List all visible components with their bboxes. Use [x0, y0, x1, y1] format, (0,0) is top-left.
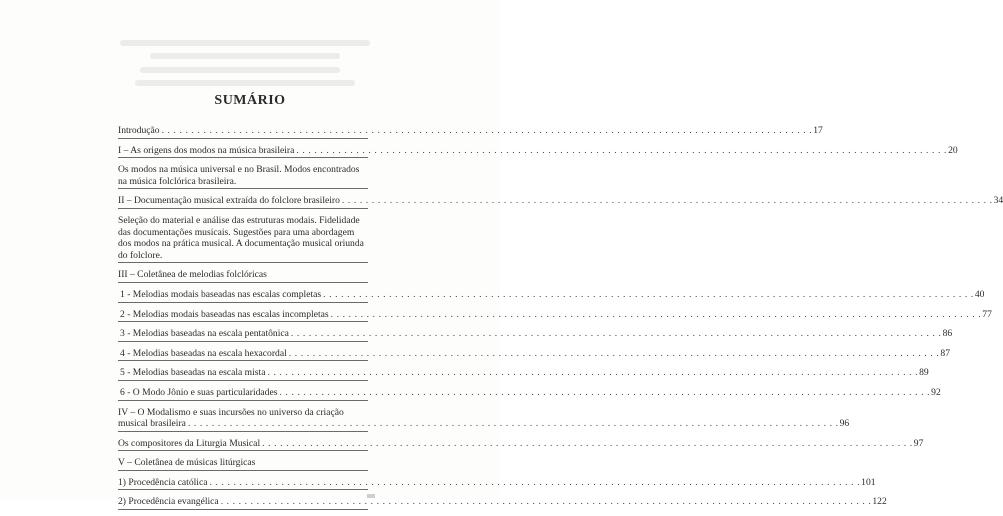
leader-dots — [210, 477, 861, 489]
toc-description-chapter-2 — [118, 215, 368, 263]
toc-entry-text-line1: IV – O Modalismo e suas incursões no universo da criação — [118, 406, 344, 418]
leader-dots — [188, 418, 839, 430]
toc-entry-3-4[interactable] — [118, 347, 951, 362]
toc-heading-text: V – Coletânea de músicas litúrgicas — [118, 457, 256, 469]
toc-entry-text: 2) Procedência evangélica — [118, 496, 219, 508]
toc-entry-page: 122 — [872, 496, 887, 508]
toc-entry-page: 96 — [839, 418, 850, 430]
page-title: SUMÁRIO — [214, 93, 286, 108]
page-corner-mark — [367, 494, 375, 498]
toc-entry-compositores[interactable] — [118, 437, 924, 452]
bleed-through-line — [120, 40, 370, 46]
leader-dots — [279, 387, 930, 399]
toc-entry-introducao[interactable] — [118, 125, 823, 139]
leader-dots — [342, 195, 993, 207]
toc-entry-page: 92 — [931, 386, 941, 398]
toc-entry-text: 1) Procedência católica — [118, 476, 208, 488]
toc-entry-page: 86 — [942, 328, 953, 340]
toc-description-text: Os modos na música universal e no Brasil. Modos encontrados na música folclórica brasileira. — [118, 164, 360, 187]
leader-dots — [262, 438, 913, 450]
toc-heading-text: III – Coletânea de melodias folclóricas — [118, 269, 267, 281]
leader-dots — [296, 145, 947, 157]
toc-entry-5-1[interactable] — [118, 476, 876, 491]
toc-entry-text: 1 - Melodias modais baseadas nas escalas completas — [120, 288, 322, 300]
leader-dots — [162, 125, 813, 137]
leader-dots — [289, 348, 940, 360]
toc-entry-text: 4 - Melodias baseadas na escala hexacordal — [120, 347, 287, 359]
toc-entry-page: 17 — [813, 125, 823, 136]
leader-dots — [291, 328, 942, 340]
toc-entry-3-6[interactable] — [118, 386, 941, 401]
toc-description-chapter-1 — [118, 164, 368, 189]
toc-entry-text: Os compositores da Liturgia Musical — [118, 437, 261, 449]
toc-entry-text: Introdução — [118, 125, 160, 136]
leader-dots — [331, 309, 982, 321]
toc-entry-3-1[interactable] — [118, 288, 985, 303]
toc-entry-5-2[interactable] — [118, 496, 887, 510]
toc-entry-page: 20 — [948, 144, 958, 156]
toc-entry-page: 34 — [993, 195, 1003, 207]
toc-heading-chapter-5[interactable] — [118, 457, 368, 471]
leader-dots — [267, 367, 918, 379]
toc-entry-chapter-2[interactable] — [118, 195, 1003, 209]
toc-entry-text: musical brasileira — [118, 418, 186, 430]
toc-entry-page: 97 — [913, 437, 924, 449]
table-of-contents — [118, 125, 1003, 516]
toc-entry-3-3[interactable] — [118, 328, 953, 342]
toc-entry-chapter-4[interactable] — [118, 406, 850, 432]
toc-entry-page: 40 — [974, 288, 985, 300]
toc-entry-chapter-1[interactable] — [118, 144, 958, 159]
toc-entry-page: 101 — [861, 476, 876, 488]
toc-entry-text: I – As origens dos modos na música brasileira — [118, 144, 295, 156]
toc-entry-text: 5 - Melodias baseadas na escala mista — [120, 367, 266, 379]
leader-dots — [221, 496, 872, 508]
toc-entry-text: 2 - Melodias modais baseadas nas escalas incompletas — [120, 308, 329, 320]
leader-dots — [323, 289, 974, 301]
toc-entry-3-2[interactable] — [118, 308, 992, 323]
toc-entry-page: 89 — [919, 367, 929, 379]
toc-entry-page: 77 — [982, 308, 992, 320]
toc-description-text: Seleção do material e análise das estruturas modais. Fidelidade das documentações musicais. Sugestões para uma abordagem dos modos na prática musical. A documentação musical oriunda do folclore. — [118, 214, 364, 261]
toc-entry-3-5[interactable] — [118, 367, 929, 381]
toc-entry-text: II – Documentação musical extraída do folclore brasileiro — [118, 195, 340, 207]
toc-entry-text: 3 - Melodias baseadas na escala pentatônica — [120, 328, 289, 340]
bleed-through-line — [135, 80, 355, 86]
bleed-through-line — [140, 67, 340, 73]
bleed-through-line — [150, 53, 340, 59]
toc-heading-chapter-3[interactable] — [118, 269, 368, 283]
toc-entry-text: 6 - O Modo Jônio e suas particularidades — [120, 386, 278, 398]
toc-entry-page: 87 — [940, 347, 951, 359]
